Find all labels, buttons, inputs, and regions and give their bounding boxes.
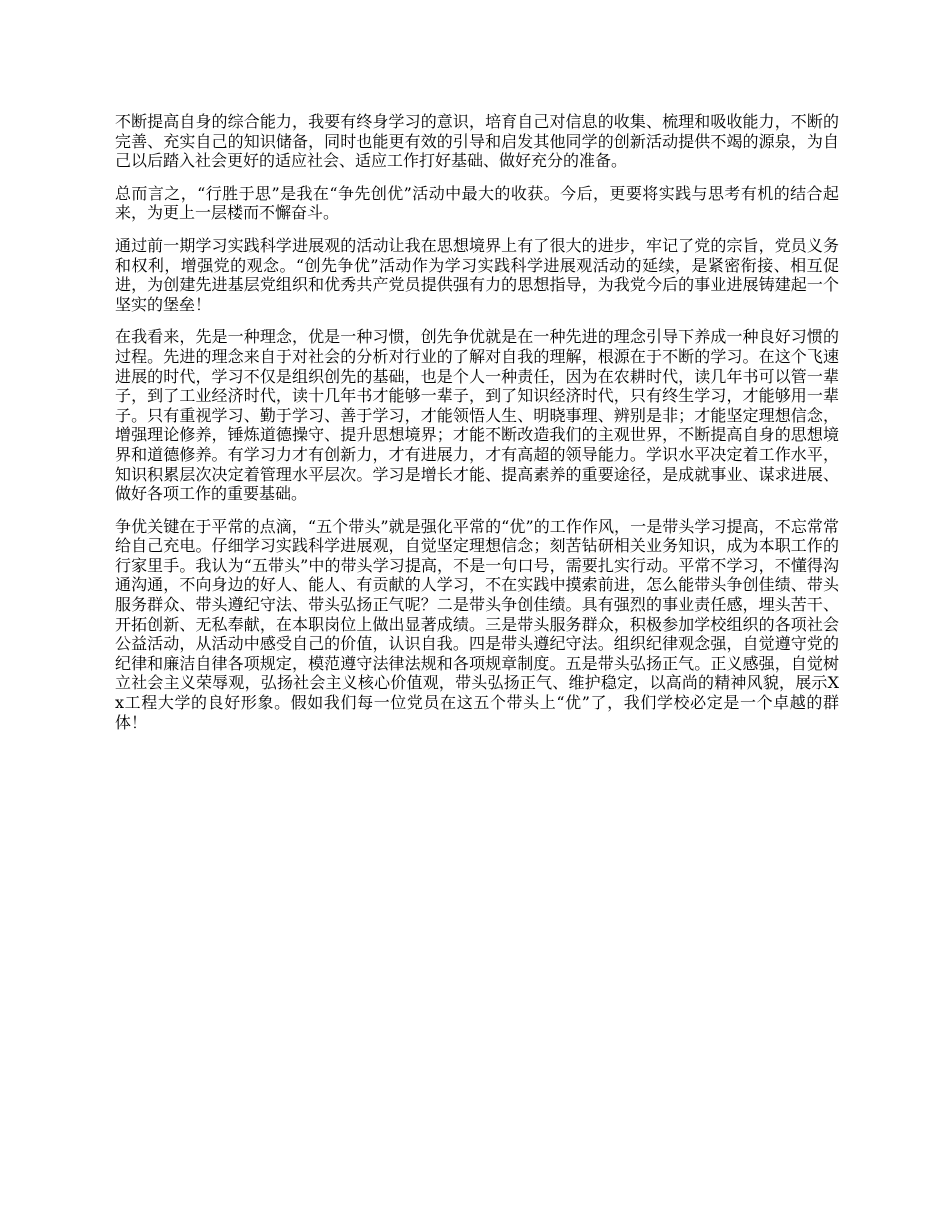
paragraph-5: 争优关键在于平常的点滴，“五个带头”就是强化平常的“优”的工作作风，一是带头学习提高，不忘常常给自己充电。仔细学习实践科学进展观，自觉坚定理想信念；刻苦钻研相关业务知识，成为本职工作的行家里手。我认为“五带头”中的带头学习提高，不是一句口号，需要扎实行动。平常不学习，不懂得沟通沟通，不向身边的好人、能人、有贡献的人学习，不在实践中摸索前进，怎么能带头争创佳绩、带头服务群众、带头遵纪守法、带头弘扬正气呢？二是带头争创佳绩。具有强烈的事业责任感，埋头苦干、开拓创新、无私奉献，在本职岗位上做出显著成绩。三是带头服务群众，积极参加学校组织的各项社会公益活动，从活动中感受自己的价值，认识自我。四是带头遵纪守法。组织纪律观念强，自觉遵守党的纪律和廉洁自律各项规定，模范遵守法律法规和各项规章制度。五是带头弘扬正气。正义感强，自觉树立社会主义荣辱观，弘扬社会主义核心价值观，带头弘扬正气、维护稳定，以高尚的精神风貌，展示Xx工程大学的良好形象。假如我们每一位党员在这五个带头上“优”了，我们学校必定是一个卓越的群体！ — [115, 516, 839, 732]
paragraph-4: 在我看来，先是一种理念，优是一种习惯，创先争优就是在一种先进的理念引导下养成一种良好习惯的过程。先进的理念来自于对社会的分析对行业的了解对自我的理解，根源在于不断的学习。在这个飞速进展的时代，学习不仅是组织创先的基础，也是个人一种责任，因为在农耕时代，读几年书可以管一辈子，到了工业经济时代，读十几年书才能够一辈子，到了知识经济时代，只有终生学习，才能够用一辈子。只有重视学习、勤于学习、善于学习，才能领悟人生、明晓事理、辨别是非；才能坚定理想信念，增强理论修养，锤炼道德操守、提升思想境界；才能不断改造我们的主观世界，不断提高自身的思想境界和道德修养。有学习力才有创新力，才有进展力，才有高超的领导能力。学识水平决定着工作水平，知识积累层次决定着管理水平层次。学习是增长才能、提高素养的重要途径，是成就事业、谋求进展、做好各项工作的重要基础。 — [115, 327, 839, 504]
paragraph-2: 总而言之，“行胜于思”是我在“争先创优”活动中最大的收获。今后，更要将实践与思考有机的结合起来，为更上一层楼而不懈奋斗。 — [115, 183, 839, 223]
document-body — [115, 112, 839, 745]
paragraph-1: 不断提高自身的综合能力，我要有终身学习的意识，培育自己对信息的收集、梳理和吸收能力，不断的完善、充实自己的知识储备，同时也能更有效的引导和启发其他同学的创新活动提供不竭的源泉，为自己以后踏入社会更好的适应社会、适应工作打好基础、做好充分的准备。 — [115, 112, 839, 171]
paragraph-3: 通过前一期学习实践科学进展观的活动让我在思想境界上有了很大的进步，牢记了党的宗旨，党员义务和权利，增强党的观念。“创先争优”活动作为学习实践科学进展观活动的延续，是紧密衔接、相互促进，为创建先进基层党组织和优秀共产党员提供强有力的思想指导，为我党今后的事业进展铸建起一个坚实的堡垒！ — [115, 235, 839, 314]
